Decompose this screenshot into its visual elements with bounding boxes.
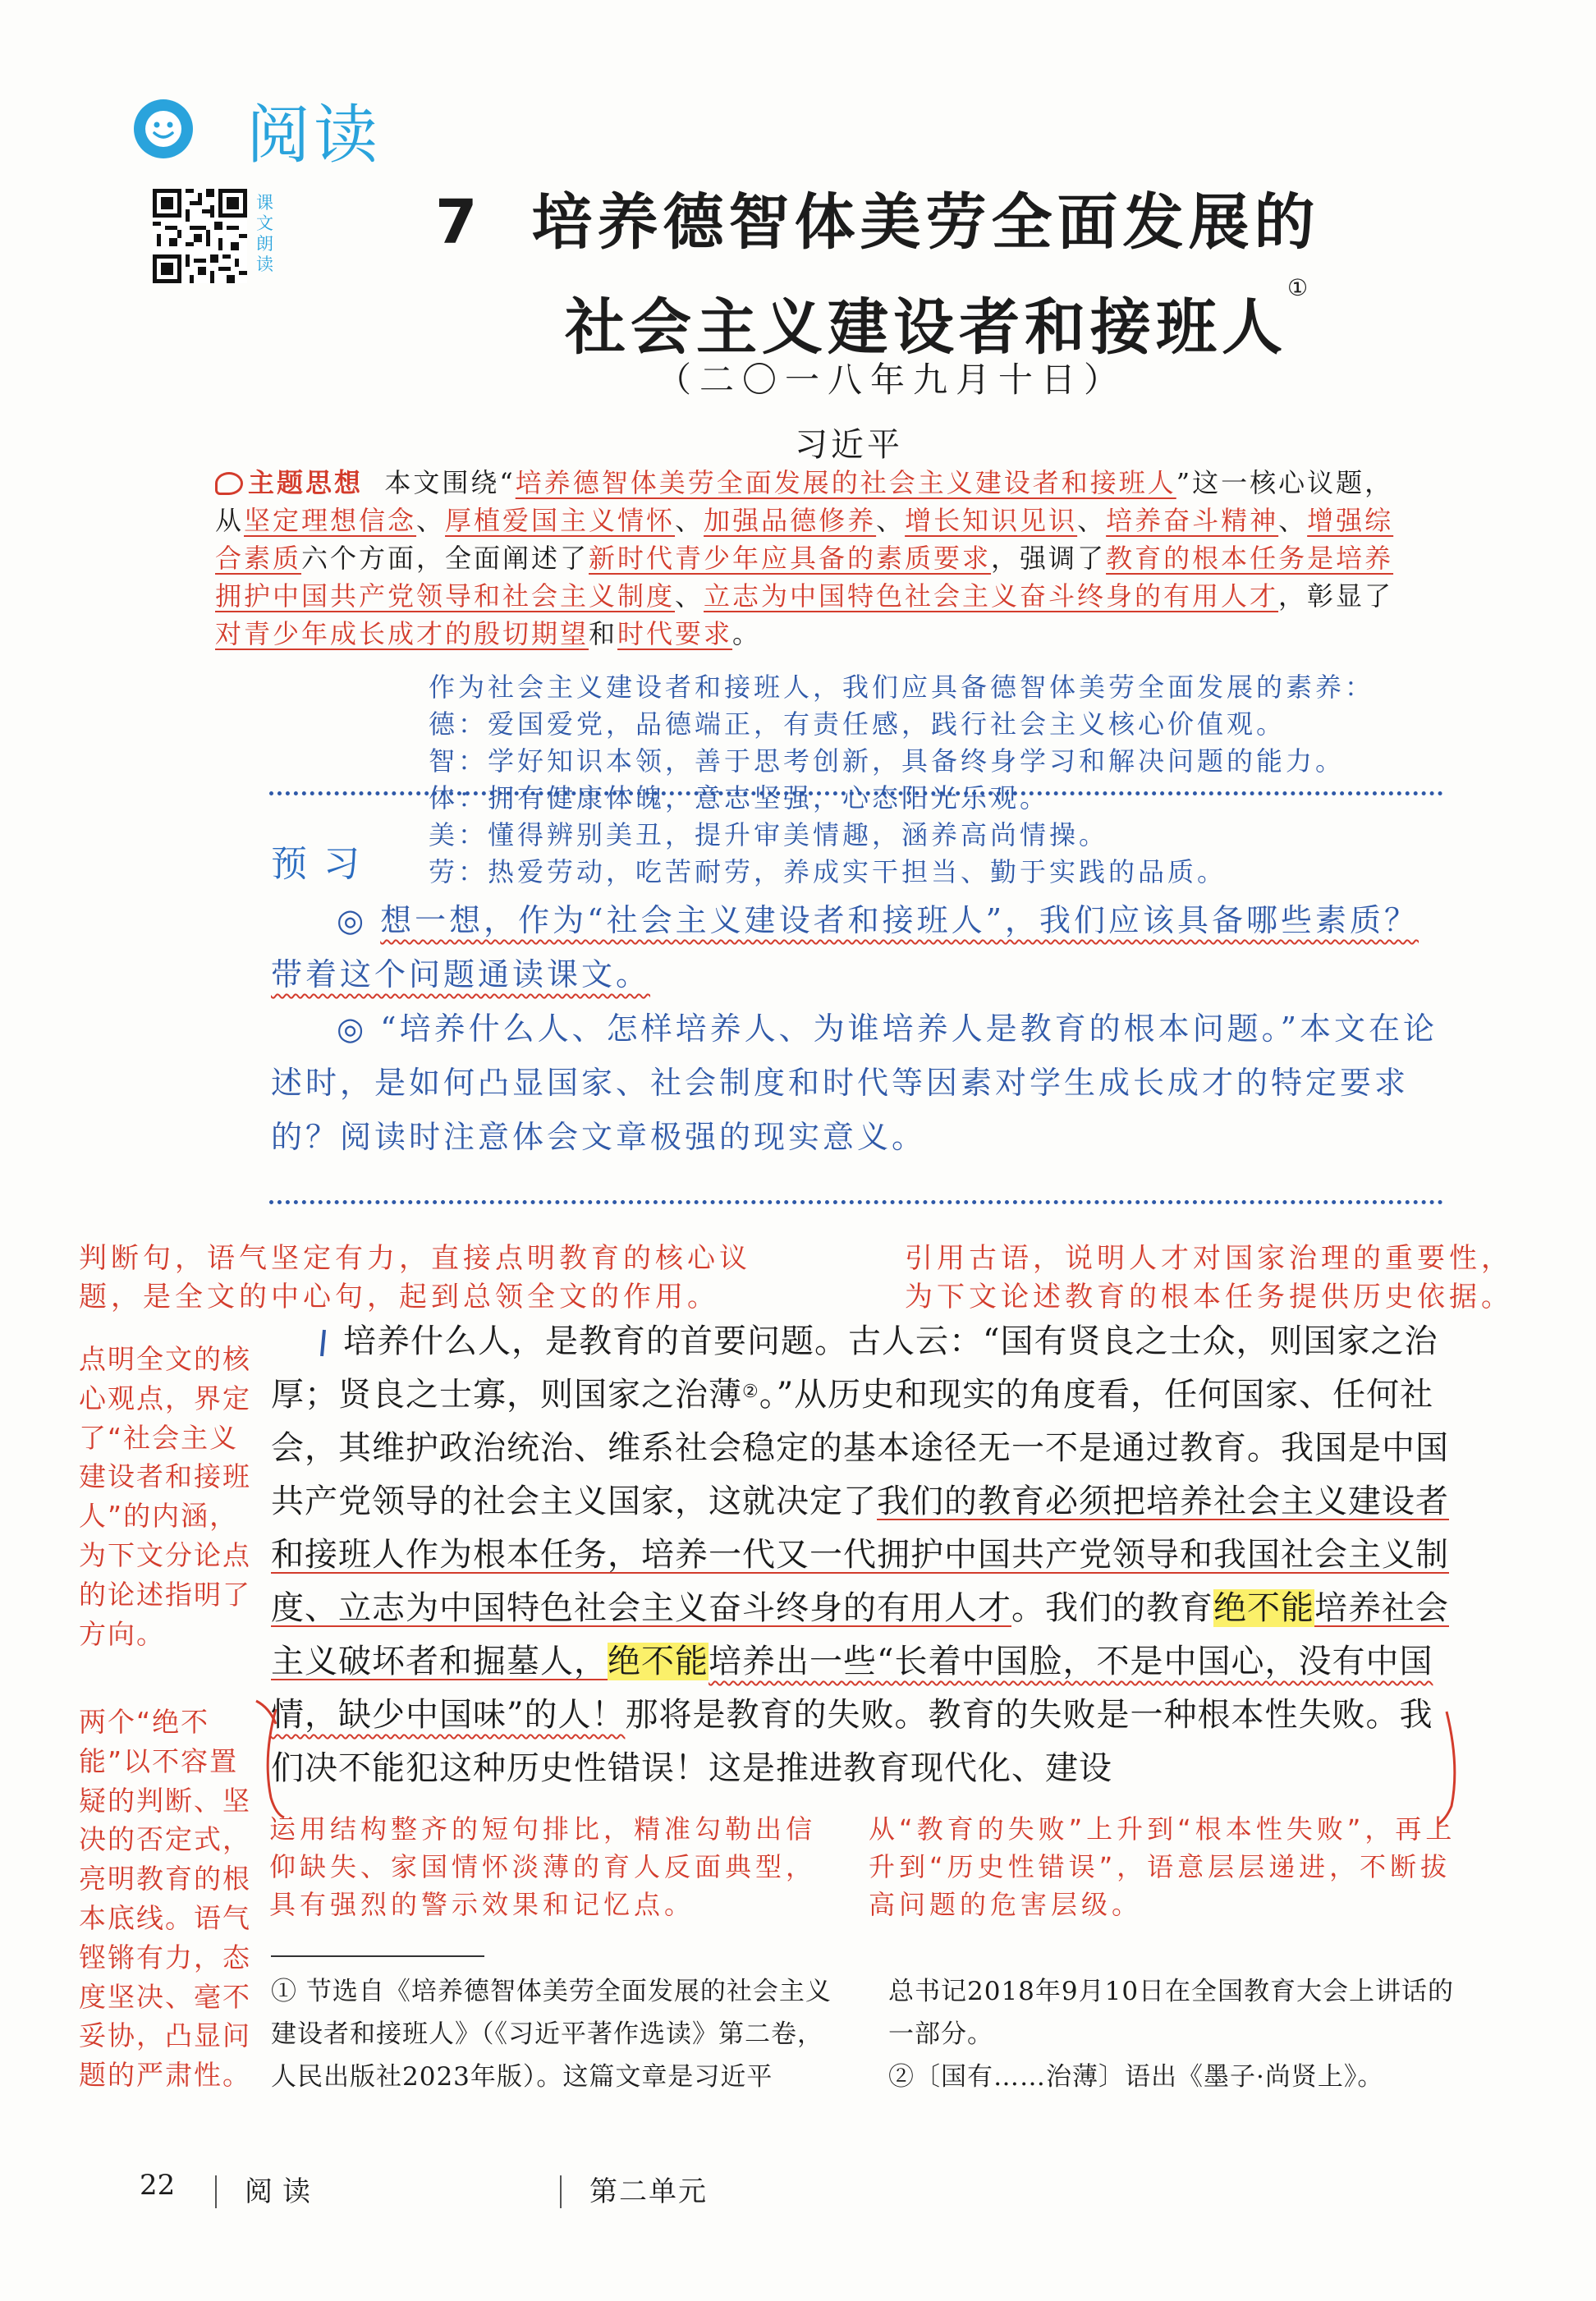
preview-question-text: 想一想，作为“社会主义建设者和接班人”，我们应该具备哪些素质？带着这个问题通读课文。 [271,902,1419,992]
note-line: 美：懂得辨别美丑，提升审美情趣，涵养高尚情操。 [429,819,1109,850]
theme-underline: 培养奋斗精神 [1106,505,1279,536]
theme-text: 和 [589,618,618,649]
qr-code-icon[interactable] [153,189,247,283]
theme-paragraph [215,464,1414,653]
theme-text: ，彰显了 [1278,580,1394,612]
preview-question-2 [271,1002,1445,1164]
footer-unit: 第二单元 [589,2175,708,2208]
footnote-2: ②〔国有……治薄〕语出《墨子·尚贤上》。 [888,2062,1384,2092]
theme-text: 、 [675,505,704,536]
body-text: 。我们的教育 [1011,1589,1213,1627]
theme-underline: 教育的根本任务是培养拥护中国共产党领导和社会主义制度 [215,543,1394,612]
body-text: 。”从历史和现实的角度看，任何国家、任何社会，其维护政治统治、维系社会稳定的基本途径无一不是通过教育。我国是中国共产党领导的社会主义国家，这就决定了 [271,1376,1449,1520]
theme-text: 、 [1077,505,1107,536]
footnote-1-cont-text: 总书记2018年9月10日在全国教育大会上讲话的一部分。 [888,1977,1455,2049]
body-wavy: 培养出一些“长着中国脸，不是中国心，没有中国情，缺少中国味”的人！ [271,1643,1433,1734]
theme-text: 、 [675,580,704,612]
theme-underline: 厚植爱国主义情怀 [445,505,676,536]
note-line: 德：爱国爱党，品德端正，有责任感，践行社会主义核心价值观。 [429,708,1286,740]
blue-handwritten-note [429,669,1488,891]
theme-text: ，强调了 [991,543,1107,574]
lesson-number: 7 [435,187,483,258]
footer-separator [215,2175,217,2208]
theme-text: ”这一核心议题，从 [215,467,1394,536]
preview-question-1 [271,893,1445,1002]
theme-label [215,467,363,498]
section-title: 阅读 [246,99,382,172]
note-middle: 运用结构整齐的短句排比，精准勾勒出信仰缺失、家国情怀淡薄的育人反面典型，具有强烈的警示效果和记忆点。 [269,1813,817,1920]
lesson-title-line1 [435,174,1320,261]
note-line: 劳：热爱劳动，吃苦耐劳，养成实干担当、勤于实践的品质。 [429,856,1227,887]
theme-text: 本文围绕“ [384,467,516,498]
body-text: 古人云：“国有贤良之士众，则国家之治厚；贤良之士寡，则国家之治薄 [271,1322,1438,1414]
body-underline: 我们的教育必须把培养社会主义建设者和接班人作为根本任务，培养一代又一代拥护中国共产党领导和我国社会主义制度、立志为中国特色社会主义奋斗终身的有用人才 [271,1483,1449,1627]
theme-text: 、 [876,505,906,536]
preview-heading: 预习 [271,843,376,885]
theme-text: 六个方面，全面阐述了 [301,543,589,574]
circle-bullet-icon: ◎ [337,902,368,938]
speech-date: （二〇一八年九月十日） [657,360,1127,400]
note-top-right: 引用古语，说明人才对国家治理的重要性，为下文论述教育的根本任务提供历史依据。 [905,1242,1513,1313]
lesson-title-text2: 社会主义建设者和接班人 [565,292,1287,363]
body-paragraph [271,1315,1453,1795]
author: 习近平 [795,426,903,464]
theme-underline: 新时代青少年应具备的素质要求 [589,543,992,574]
theme-label-text: 主题思想 [248,467,364,498]
theme-underline: 培养德智体美劳全面发展的社会主义建设者和接班人 [515,467,1176,498]
body-text: 这是推进教育现代化、建设 [709,1749,1112,1787]
body-underline: 培养社会主义破坏者和掘墓人， [271,1589,1449,1680]
theme-underline: 立志为中国特色社会主义奋斗终身的有用人才 [704,580,1279,612]
theme-underline: 时代要求 [617,618,733,649]
body-text: 培养什么人，是教育的首要问题。 [343,1322,848,1360]
theme-text: 。 [732,618,762,649]
note-line: 作为社会主义建设者和接班人，我们应具备德智体美劳全面发展的素养： [429,672,1375,703]
body-text: 那将是教育的失败。教育的失败是一种根本性失败。我们决不能犯这种历史性错误！ [271,1696,1433,1787]
highlight: 绝不能 [608,1643,709,1680]
lesson-title-text1: 培养德智体美劳全面发展的 [531,187,1320,258]
note-left-1: 点明全文的核心观点，界定了“社会主义建设者和接班人”的内涵，为下文分论点的论述指明了方向。 [79,1343,251,1650]
footnote-1: ① 节选自《培养德智体美劳全面发展的社会主义建设者和接班人》（《习近平著作选读》第二卷，人民出版社2023年版）。这篇文章是习近平 [271,1977,832,2092]
theme-underline: 加强品德修养 [704,505,877,536]
title-footnote-mark[interactable]: ① [1287,274,1314,301]
theme-text: 、 [1278,505,1308,536]
note-top-left: 判断句，语气坚定有力，直接点明教育的核心议题，是全文的中心句，起到总领全文的作用。 [79,1242,751,1313]
preview-question-text: “培养什么人、怎样培养人、为谁培养人是教育的根本问题。”本文在论述时，是如何凸显国家、社会制度和时代等因素对学生成长成才的特定要求的？阅读时注意体会文章极强的现实意义。 [271,1011,1438,1155]
note-right: 从“教育的失败”上升到“根本性失败”，再上升到“历史性错误”，语意层层递进，不断拔高问题的危害层级。 [869,1813,1456,1920]
page-number: 22 [140,2169,176,2202]
theme-underline: 对青少年成长成才的殷切期望 [215,618,589,649]
note-line: 智：学好知识本领，善于思考创新，具备终身学习和解决问题的能力。 [429,745,1346,777]
theme-text: 、 [416,505,446,536]
theme-icon [215,472,243,495]
note-left-2: 两个“绝不能”以不容置疑的判断、坚决的否定式，亮明教育的根本底线。语气铿锵有力，态度坚决、毫不妥协，凸显问题的严肃性。 [79,1706,251,2092]
footnote-mark-2[interactable]: ② [742,1382,759,1402]
theme-underline: 坚定理想信念 [244,505,417,536]
dotted-divider [269,1200,1443,1204]
theme-underline: 增长知识见识 [905,505,1078,536]
dotted-divider [269,791,1443,795]
qr-label: 课文朗读 [256,193,273,274]
footnote-1-continued [888,1970,1455,2098]
footer-section: 阅读 [245,2175,320,2208]
smiley-icon [131,97,195,161]
circle-bullet-icon: ◎ [337,1011,368,1047]
theme-underline: 增强综合素质 [215,505,1394,574]
footnote-rule [271,1955,484,1957]
highlight: 绝不能 [1213,1589,1314,1627]
note-line: 体：拥有健康体魄，意志坚强，心态阳光乐观。 [429,782,1050,814]
footer-separator [560,2175,562,2208]
